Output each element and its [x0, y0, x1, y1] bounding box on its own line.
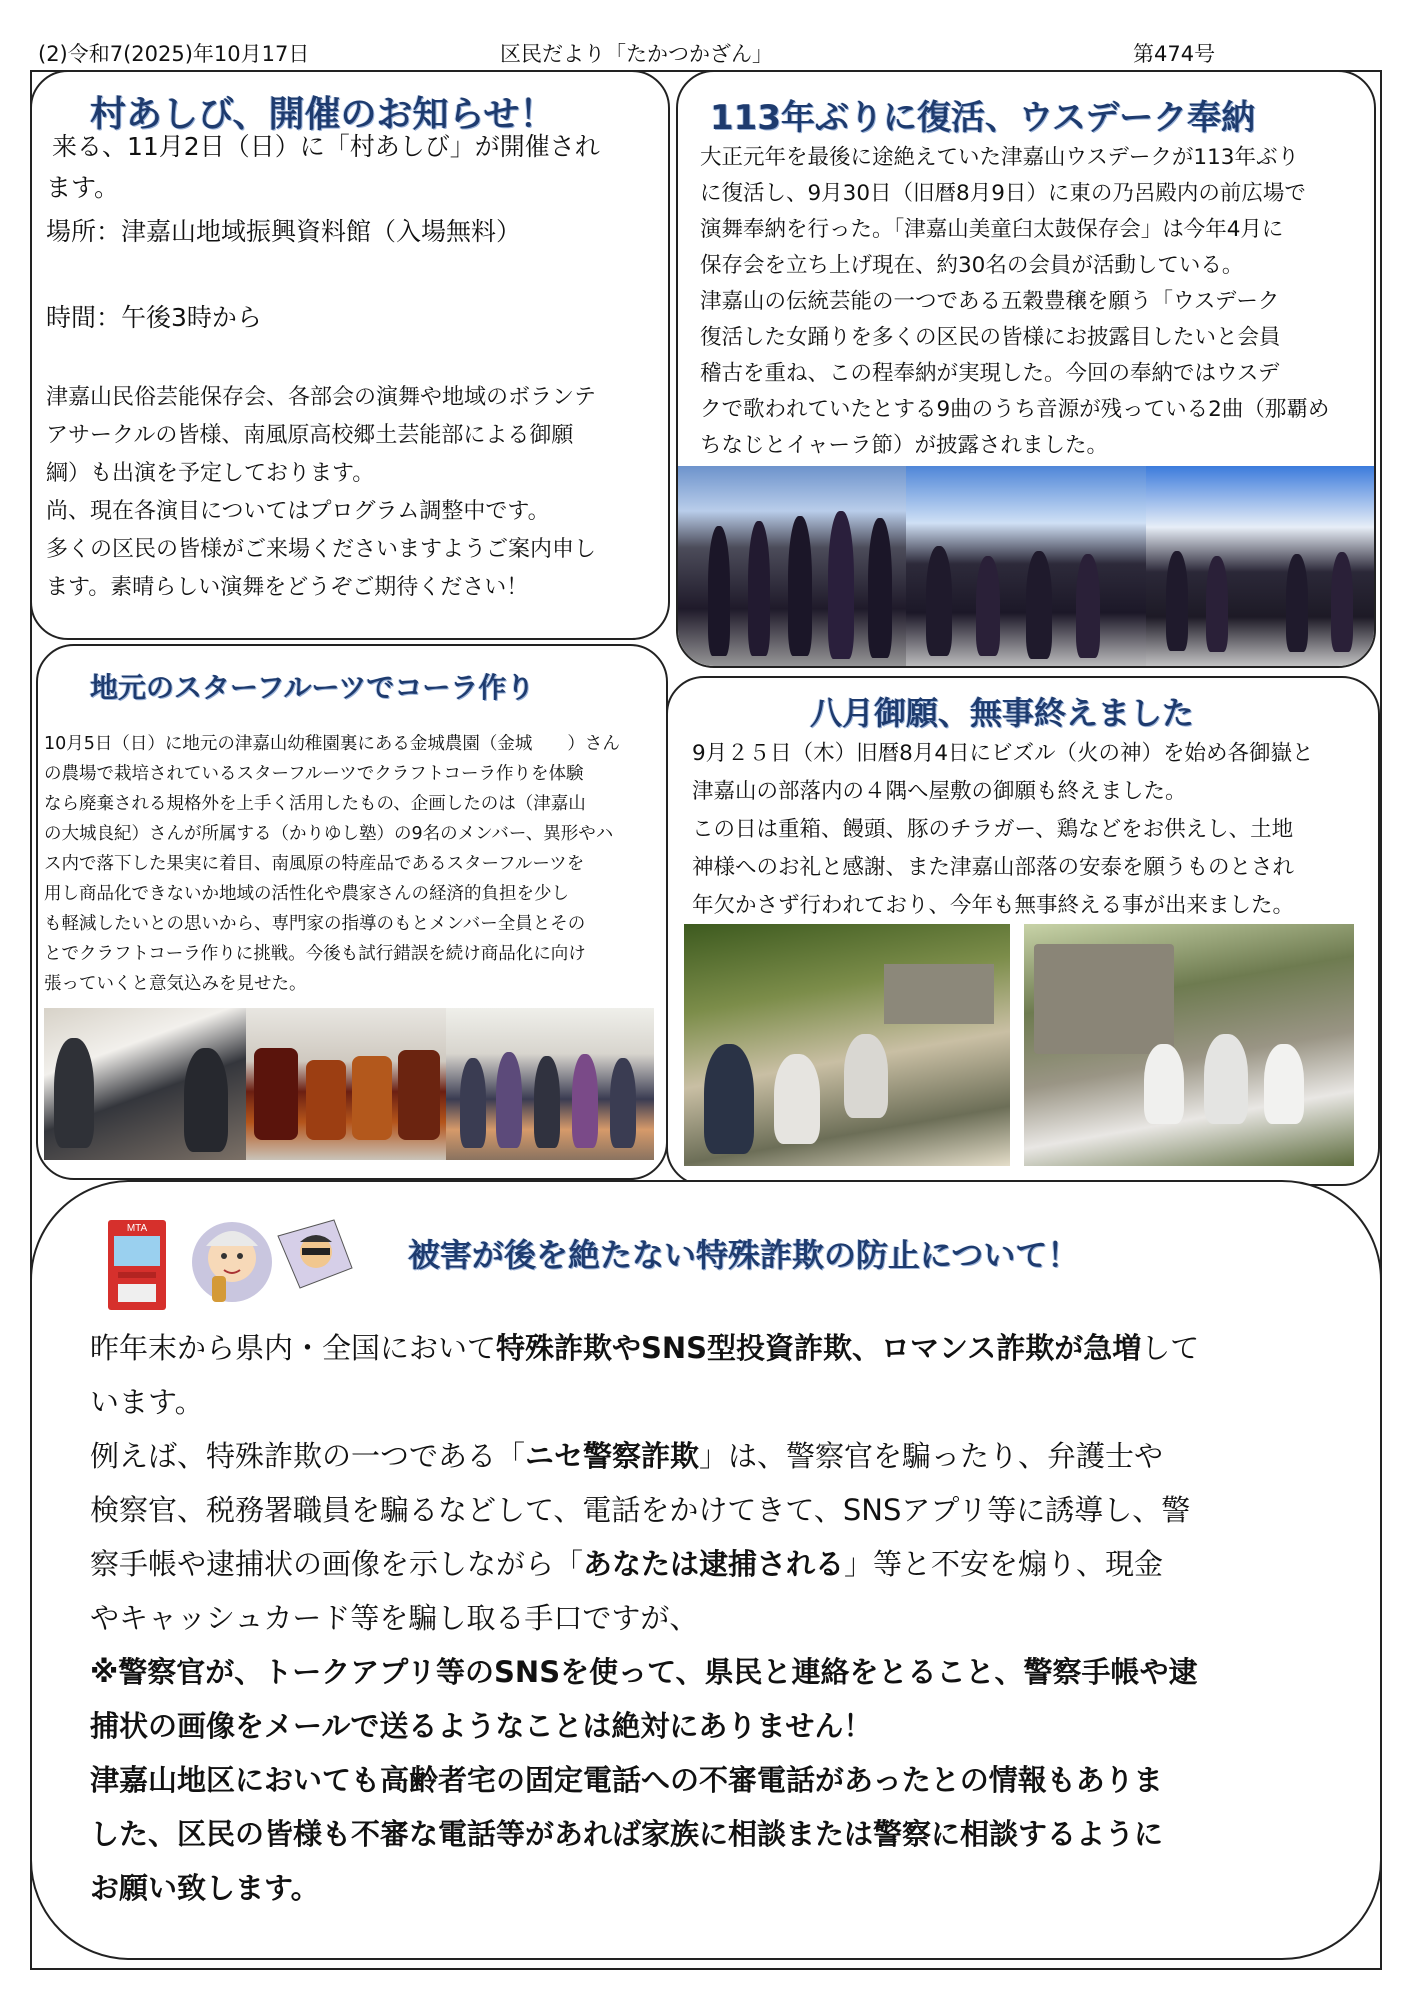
issue-number: 第474号	[1133, 42, 1216, 66]
article-line: 津嘉山の部落内の４隅へ屋敷の御願も終えました。	[692, 779, 1187, 804]
article-line: ス内で落下した果実に着目、南風原の特産品であるスターフルーツを	[44, 854, 585, 874]
article-line: 用し商品化できないか地域の活性化や農家さんの経済的負担を少し	[44, 884, 569, 904]
article-mura-ashibi	[30, 70, 670, 640]
article-title: 八月御願、無事終えました	[810, 694, 1195, 732]
event-time: 時間：午後3時から	[46, 303, 262, 332]
article-line: 10月5日（日）に地元の津嘉山幼稚園裏にある金城農園（金城 ）さん	[44, 734, 620, 754]
article-line: クで歌われていたとする9曲のうち音源が残っている2曲（那覇め	[700, 397, 1330, 422]
fraud-text-line: 検察官、税務署職員を騙るなどして、電話をかけてきて、SNSアプリ等に誘導し、警	[90, 1493, 1191, 1527]
article-line: 津嘉山民俗芸能保存会、各部会の演舞や地域のボランテ	[46, 385, 597, 410]
article-line: 保存会を立ち上げ現在、約30名の会員が活動している。	[700, 253, 1244, 278]
fraud-warning-line: お願い致します。	[90, 1871, 320, 1905]
article-starfruit-cola	[36, 644, 668, 1180]
text-emphasis: あなたは逮捕される	[583, 1547, 845, 1581]
article-line: 多くの区民の皆様がご来場くださいますようご案内申し	[46, 537, 597, 562]
text-segment: して	[1141, 1331, 1200, 1365]
article-line: とでクラフトコーラ作りに挑戦。今後も試行錯誤を続け商品化に向け	[44, 944, 586, 964]
atm-phone-icon	[102, 1206, 362, 1316]
article-line: も軽減したいとの思いから、専門家の指導のもとメンバー全員とその	[44, 914, 586, 934]
ugan-photo-1	[684, 924, 1010, 1166]
fraud-illustration	[102, 1206, 362, 1316]
article-line: なら廃棄される規格外を上手く活用したもの、企画したのは（津嘉山	[44, 794, 586, 814]
fraud-text-line: います。	[90, 1385, 204, 1419]
fraud-warning-line: ※警察官が、トークアプリ等のSNSを使って、県民と連絡をとること、警察手帳や逮	[90, 1655, 1198, 1689]
article-line: 張っていくと意気込みを見せた。	[44, 974, 307, 994]
text-segment: 昨年末から県内・全国において	[90, 1331, 497, 1365]
article-title: 村あしび、開催のお知らせ！	[90, 94, 556, 135]
fraud-text-line	[90, 1326, 1199, 1367]
text-emphasis: ニセ警察詐欺	[525, 1439, 700, 1473]
fraud-warning-line: 捕状の画像をメールで送るようなことは絶対にありません！	[90, 1709, 873, 1743]
fraud-warning-line: 津嘉山地区においても高齢者宅の固定電話への不審電話があったとの情報もありま	[90, 1763, 1163, 1797]
article-line: 復活した女踊りを多くの区民の皆様にお披露目したいと会員	[700, 325, 1281, 350]
article-line: 尚、現在各演目についてはプログラム調整中です。	[46, 499, 550, 524]
article-line: 稽古を重ね、この程奉納が実現した。今回の奉納ではウスデ	[700, 361, 1280, 386]
article-line: の農場で栽培されているスターフルーツでクラフトコーラ作りを体験	[44, 764, 584, 784]
event-location: 場所：津嘉山地域振興資料館（入場無料）	[46, 217, 522, 246]
article-line: 神様へのお礼と感謝、また津嘉山部落の安泰を願うものとされ	[692, 855, 1295, 880]
usudeku-photo-1	[678, 466, 906, 668]
article-line: に復活し、9月30日（旧暦8月9日）に東の乃呂殿内の前広場で	[700, 181, 1306, 206]
article-line: 年欠かさず行われており、今年も無事終える事が出来ました。	[692, 893, 1295, 918]
text-segment: 」等と不安を煽り、現金	[844, 1547, 1164, 1581]
article-title: 被害が後を絶たない特殊詐欺の防止について！	[408, 1236, 1080, 1274]
usudeku-photo-2	[906, 466, 1146, 668]
text-segment: 例えば、特殊詐欺の一つである「	[90, 1439, 526, 1473]
svg-text:MTA: MTA	[126, 1223, 148, 1234]
ugan-photo-2	[1024, 924, 1354, 1166]
article-usudeku	[676, 70, 1376, 668]
article-hachigatsu-ugan	[666, 676, 1380, 1186]
cola-jars-photo	[246, 1008, 446, 1160]
cola-group-photo	[446, 1008, 654, 1160]
newsletter-title: 区民だより「たかつかざん」	[500, 42, 773, 66]
article-title: 地元のスターフルーツでコーラ作り	[90, 671, 535, 704]
fraud-text-line: やキャッシュカード等を騙し取る手口ですが、	[90, 1601, 699, 1635]
text-segment: 」は、警察官を騙ったり、弁護士や	[699, 1439, 1164, 1473]
fraud-text-line	[90, 1434, 1163, 1475]
article-line: 津嘉山の伝統芸能の一つである五穀豊穣を願う「ウスデーク	[700, 289, 1280, 314]
cola-kitchen-photo	[44, 1008, 246, 1160]
article-line: 綱）も出演を予定しております。	[46, 461, 375, 486]
article-line: 9月２５日（木）旧暦8月4日にビズル（火の神）を始め各御嶽と	[692, 741, 1314, 766]
article-line: 来る、11月2日（日）に「村あしび」が開催され	[52, 132, 600, 161]
article-title: 113年ぶりに復活、ウスデーク奉納	[710, 98, 1256, 138]
article-fraud-prevention	[30, 1180, 1382, 1960]
article-line: アサークルの皆様、南風原高校郷土芸能部による御願	[46, 423, 574, 448]
issue-date: (2)令和7(2025)年10月17日	[38, 42, 310, 66]
article-line: の大城良紀）さんが所属する（かりゆし塾）の9名のメンバー、異形やハ	[44, 824, 614, 844]
article-line: 演舞奉納を行った。「津嘉山美童臼太鼓保存会」は今年4月に	[700, 217, 1284, 242]
article-line: ちなじとイャーラ節）が披露されました。	[700, 433, 1108, 458]
usudeku-photo-3	[1146, 466, 1376, 668]
fraud-text-line	[90, 1542, 1163, 1583]
article-line: ます。	[46, 173, 120, 202]
article-line: ます。素晴らしい演舞をどうぞご期待ください！	[46, 575, 529, 600]
article-line: 大正元年を最後に途絶えていた津嘉山ウスデークが113年ぶり	[700, 145, 1299, 170]
article-line: この日は重箱、饅頭、豚のチラガー、鶏などをお供えし、土地	[692, 817, 1294, 842]
text-emphasis: 特殊詐欺やSNS型投資詐欺、ロマンス詐欺が急増	[496, 1331, 1142, 1365]
text-segment: 察手帳や逮捕状の画像を示しながら「	[90, 1547, 584, 1581]
fraud-warning-line: した、区民の皆様も不審な電話等があれば家族に相談または警察に相談するように	[90, 1817, 1164, 1851]
